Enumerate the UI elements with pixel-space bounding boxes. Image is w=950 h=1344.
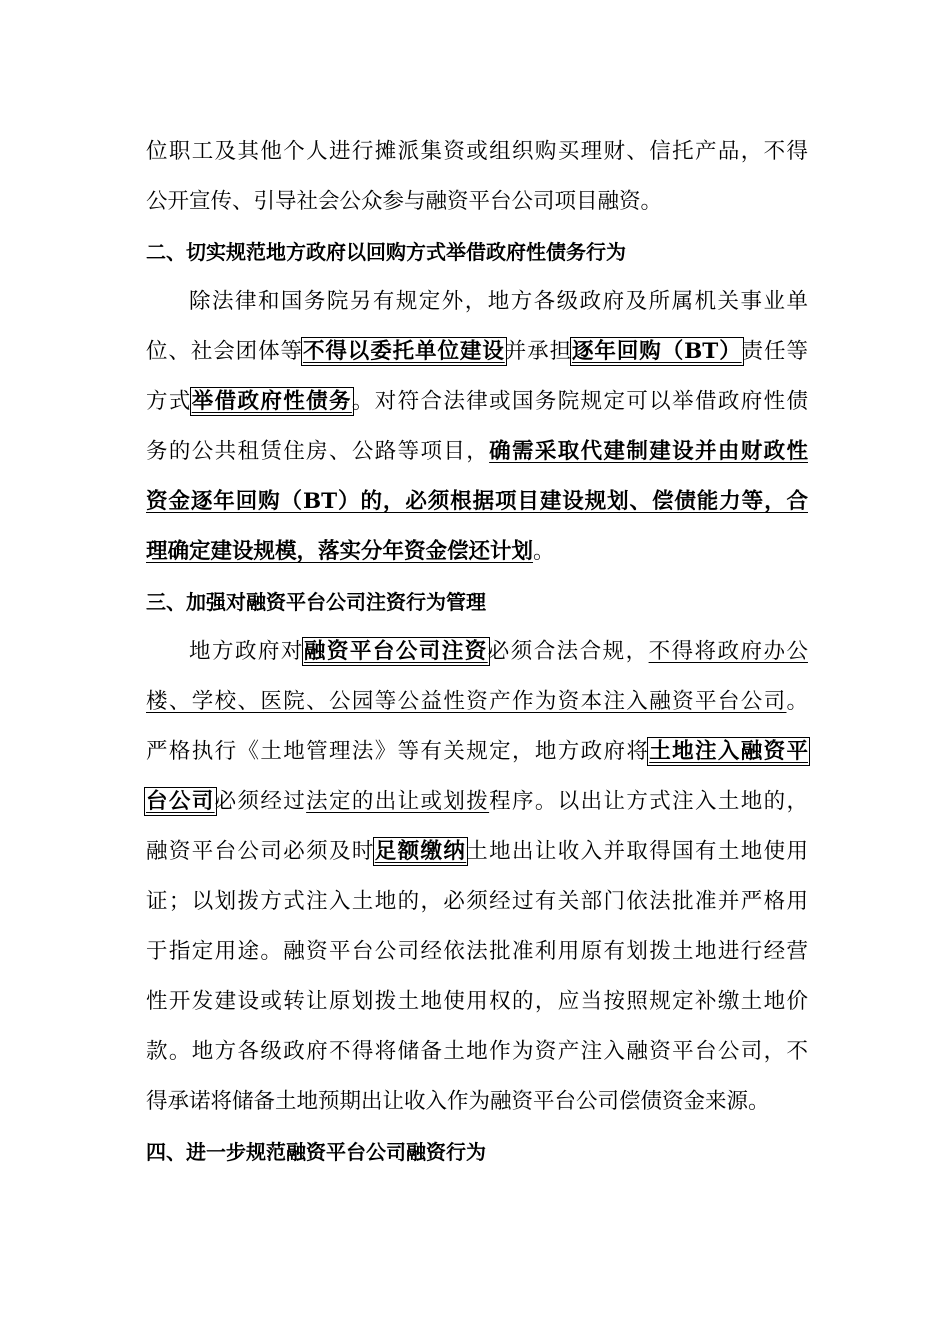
text-run: 土地出让收入并取得国有土地使用 (466, 839, 808, 864)
paragraph-line (146, 1087, 808, 1117)
text-run: 除法律和国务院另有规定外，地方各级政府及所属机关事业单 (189, 289, 808, 314)
paragraph-line (146, 387, 808, 417)
text-run: 责任等 (741, 339, 808, 364)
text-run: 性开发建设或转让原划拨土地使用权的，应当按照规定补缴土地价 (146, 989, 808, 1014)
boxed-emphasis: 足额缴纳 (374, 839, 467, 864)
text-run: 程序。以出让方式注入土地的， (489, 789, 808, 814)
underlined-emphasis: 理确定建设规模，落实分年资金偿还计划 (146, 539, 534, 564)
text-run: 严格执行《土地管理法》等有关规定，地方政府将 (146, 739, 650, 764)
text-run: 位、社会团体等 (146, 339, 303, 364)
boxed-emphasis: 举借政府性债务 (191, 389, 352, 414)
text-run: 款。地方各级政府不得将储备土地作为资产注入融资平台公司，不 (146, 1039, 808, 1064)
paragraph-line (146, 687, 808, 717)
text-run: 方式 (146, 389, 192, 414)
text-run: 务的公共租赁住房、公路等项目， (146, 439, 490, 464)
section-heading: 二、切实规范地方政府以回购方式举借政府性债务行为 (146, 240, 626, 264)
underlined-text: 法定的出让或划拨 (306, 789, 490, 814)
text-run: 地方政府对 (189, 639, 304, 664)
underlined-text: 楼、学校、医院、公园等公益性资产作为资本注入融资平台公司 (146, 689, 787, 714)
paragraph-line (146, 737, 808, 767)
paragraph-line (146, 987, 808, 1017)
paragraph-line (189, 637, 808, 667)
paragraph-line (146, 337, 808, 367)
underlined-text: 不得将政府办公 (648, 639, 808, 664)
boxed-emphasis: 不得以委托单位建设 (302, 339, 505, 364)
paragraph-line (146, 437, 808, 467)
boxed-emphasis: 逐年回购（BT） (572, 339, 742, 364)
text-run: 必须合法合规， (487, 639, 649, 664)
section-heading: 四、进一步规范融资平台公司融资行为 (146, 1140, 486, 1164)
paragraph-line (189, 287, 808, 317)
text-run: 得承诺将储备土地预期出让收入作为融资平台公司偿债资金来源。 (146, 1089, 770, 1114)
text-run: 必须经过 (214, 789, 307, 814)
boxed-emphasis: 融资平台公司注资 (303, 639, 488, 664)
text-run: 。对符合法律或国务院规定可以举借政府性债 (351, 389, 808, 414)
underlined-emphasis: 资金逐年回购（BT）的，必须根据项目建设规划、偿债能力等，合 (146, 489, 808, 514)
text-run: 融资平台公司必须及时 (146, 839, 375, 864)
paragraph-line (146, 1037, 808, 1067)
paragraph-line (146, 137, 808, 167)
text-run: 。 (533, 539, 555, 564)
boxed-emphasis: 台公司 (146, 789, 215, 814)
section-heading: 三、加强对融资平台公司注资行为管理 (146, 590, 486, 614)
paragraph-line (146, 937, 808, 967)
underlined-emphasis: 确需采取代建制建设并由财政性 (489, 439, 808, 464)
paragraph-line (146, 187, 808, 217)
text-run: 。 (786, 689, 808, 714)
text-run: 位职工及其他个人进行摊派集资或组织购买理财、信托产品，不得 (146, 139, 808, 164)
paragraph-line (146, 837, 808, 867)
text-run: 证；以划拨方式注入土地的，必须经过有关部门依法批准并严格用 (146, 889, 808, 914)
paragraph-line (146, 887, 808, 917)
text-run: 并承担 (504, 339, 573, 364)
text-run: 于指定用途。融资平台公司经依法批准利用原有划拨土地进行经营 (146, 939, 808, 964)
paragraph-line (146, 787, 808, 817)
paragraph-line (146, 487, 808, 517)
boxed-emphasis: 土地注入融资平 (649, 739, 808, 764)
text-run: 公开宣传、引导社会公众参与融资平台公司项目融资。 (146, 189, 663, 214)
paragraph-line (146, 537, 808, 567)
